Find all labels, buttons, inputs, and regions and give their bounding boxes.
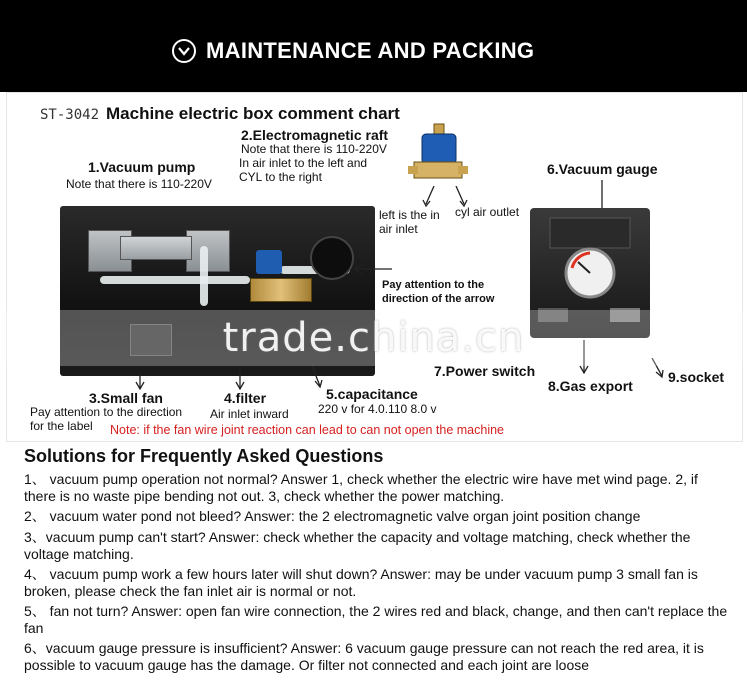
- valve-photo: [408, 122, 468, 186]
- left-air-inlet-note-1: left is the in: [379, 208, 440, 222]
- vacuum-pump-label: 1.Vacuum pump: [88, 159, 196, 175]
- small-fan-note-1: Pay attention to the direction: [30, 405, 183, 419]
- left-air-inlet-note-2: air inlet: [379, 222, 418, 236]
- model-code: ST-3042: [40, 107, 100, 123]
- air-tube-2: [200, 246, 208, 306]
- pump-head-right: [186, 230, 230, 272]
- watermark-text: trade.china.cn: [222, 315, 525, 361]
- filter-part: [250, 278, 312, 302]
- power-switch-label: 7.Power switch: [434, 363, 536, 379]
- socket-label: 9.socket: [668, 369, 725, 385]
- small-fan-note-2: for the label: [30, 419, 93, 433]
- filter-arrow-icon: [230, 370, 250, 392]
- capacitor: [310, 236, 354, 280]
- vacuum-gauge-label: 6.Vacuum gauge: [547, 161, 658, 177]
- arrow-direction-note-1: Pay attention to the: [382, 279, 485, 291]
- header-title: MAINTENANCE AND PACKING: [206, 38, 535, 63]
- fan-warning-note: Note: if the fan wire joint reaction can lead to can not open the machine: [110, 423, 504, 437]
- capacitance-note: 220 v for 4.0.110 8.0 v: [318, 402, 437, 416]
- faq-item-1: 1、 vacuum pump operation not normal? Answer 1, check whether the electric wire have met wind page. 2, if there is no waste pipe bending not out. 3, check whether the power matching.: [24, 471, 698, 504]
- faq-item-2: 2、 vacuum water pond not bleed? Answer: the 2 electromagnetic valve organ joint position change: [24, 508, 641, 524]
- small-fan-label: 3.Small fan: [89, 390, 163, 406]
- filter-label: 4.filter: [224, 390, 267, 406]
- direction-arrow-icon: [352, 262, 392, 276]
- faq-item-6: 6、vacuum gauge pressure is insufficient? Answer: 6 vacuum gauge pressure can not reach the red area, it is possible to vacuum gauge has the damage. Or filter not connected and each joint are loose: [24, 640, 704, 673]
- chevron-down-circle-icon: [172, 39, 196, 63]
- electromagnetic-raft-note-3: CYL to the right: [239, 170, 322, 184]
- faq-item-4: 4、 vacuum pump work a few hours later will shut down? Answer: may be under vacuum pump 3 small fan is broken, please check the fan inlet air is normal or not.: [24, 566, 698, 599]
- electromagnetic-raft-note-2: In air inlet to the left and: [239, 156, 368, 170]
- arrow-direction-note-2: direction of the arrow: [382, 293, 495, 305]
- vacuum-pump-note: Note that there is 110-220V: [66, 177, 212, 191]
- capacitance-arrow-icon: [308, 366, 328, 390]
- faq-item-3: 3、vacuum pump can't start? Answer: check whether the capacity and voltage matching, check whether the voltage matching.: [24, 529, 691, 562]
- faq-item-5: 5、 fan not turn? Answer: open fan wire connection, the 2 wires red and black, change, and then can't replace the fan: [24, 603, 728, 636]
- electromagnetic-valve: [256, 250, 282, 274]
- filter-note: Air inlet inward: [210, 407, 289, 421]
- electromagnetic-raft-note-1: Note that there is 110-220V: [241, 142, 387, 156]
- fan-arrow-icon: [120, 372, 160, 392]
- faq-title: Solutions for Frequently Asked Questions: [24, 446, 384, 466]
- electromagnetic-raft-label: 2.Electromagnetic raft: [241, 127, 389, 143]
- pump-body: [120, 236, 192, 260]
- header-banner: [0, 0, 747, 92]
- chart-title: Machine electric box comment chart: [106, 104, 400, 123]
- gas-export-label: 8.Gas export: [548, 378, 633, 394]
- air-tube-1: [100, 276, 250, 284]
- watermark-band: [0, 310, 747, 366]
- header-title-group: [172, 36, 534, 66]
- cyl-air-outlet-note: cyl air outlet: [455, 205, 520, 219]
- capacitance-label: 5.capacitance: [326, 386, 418, 402]
